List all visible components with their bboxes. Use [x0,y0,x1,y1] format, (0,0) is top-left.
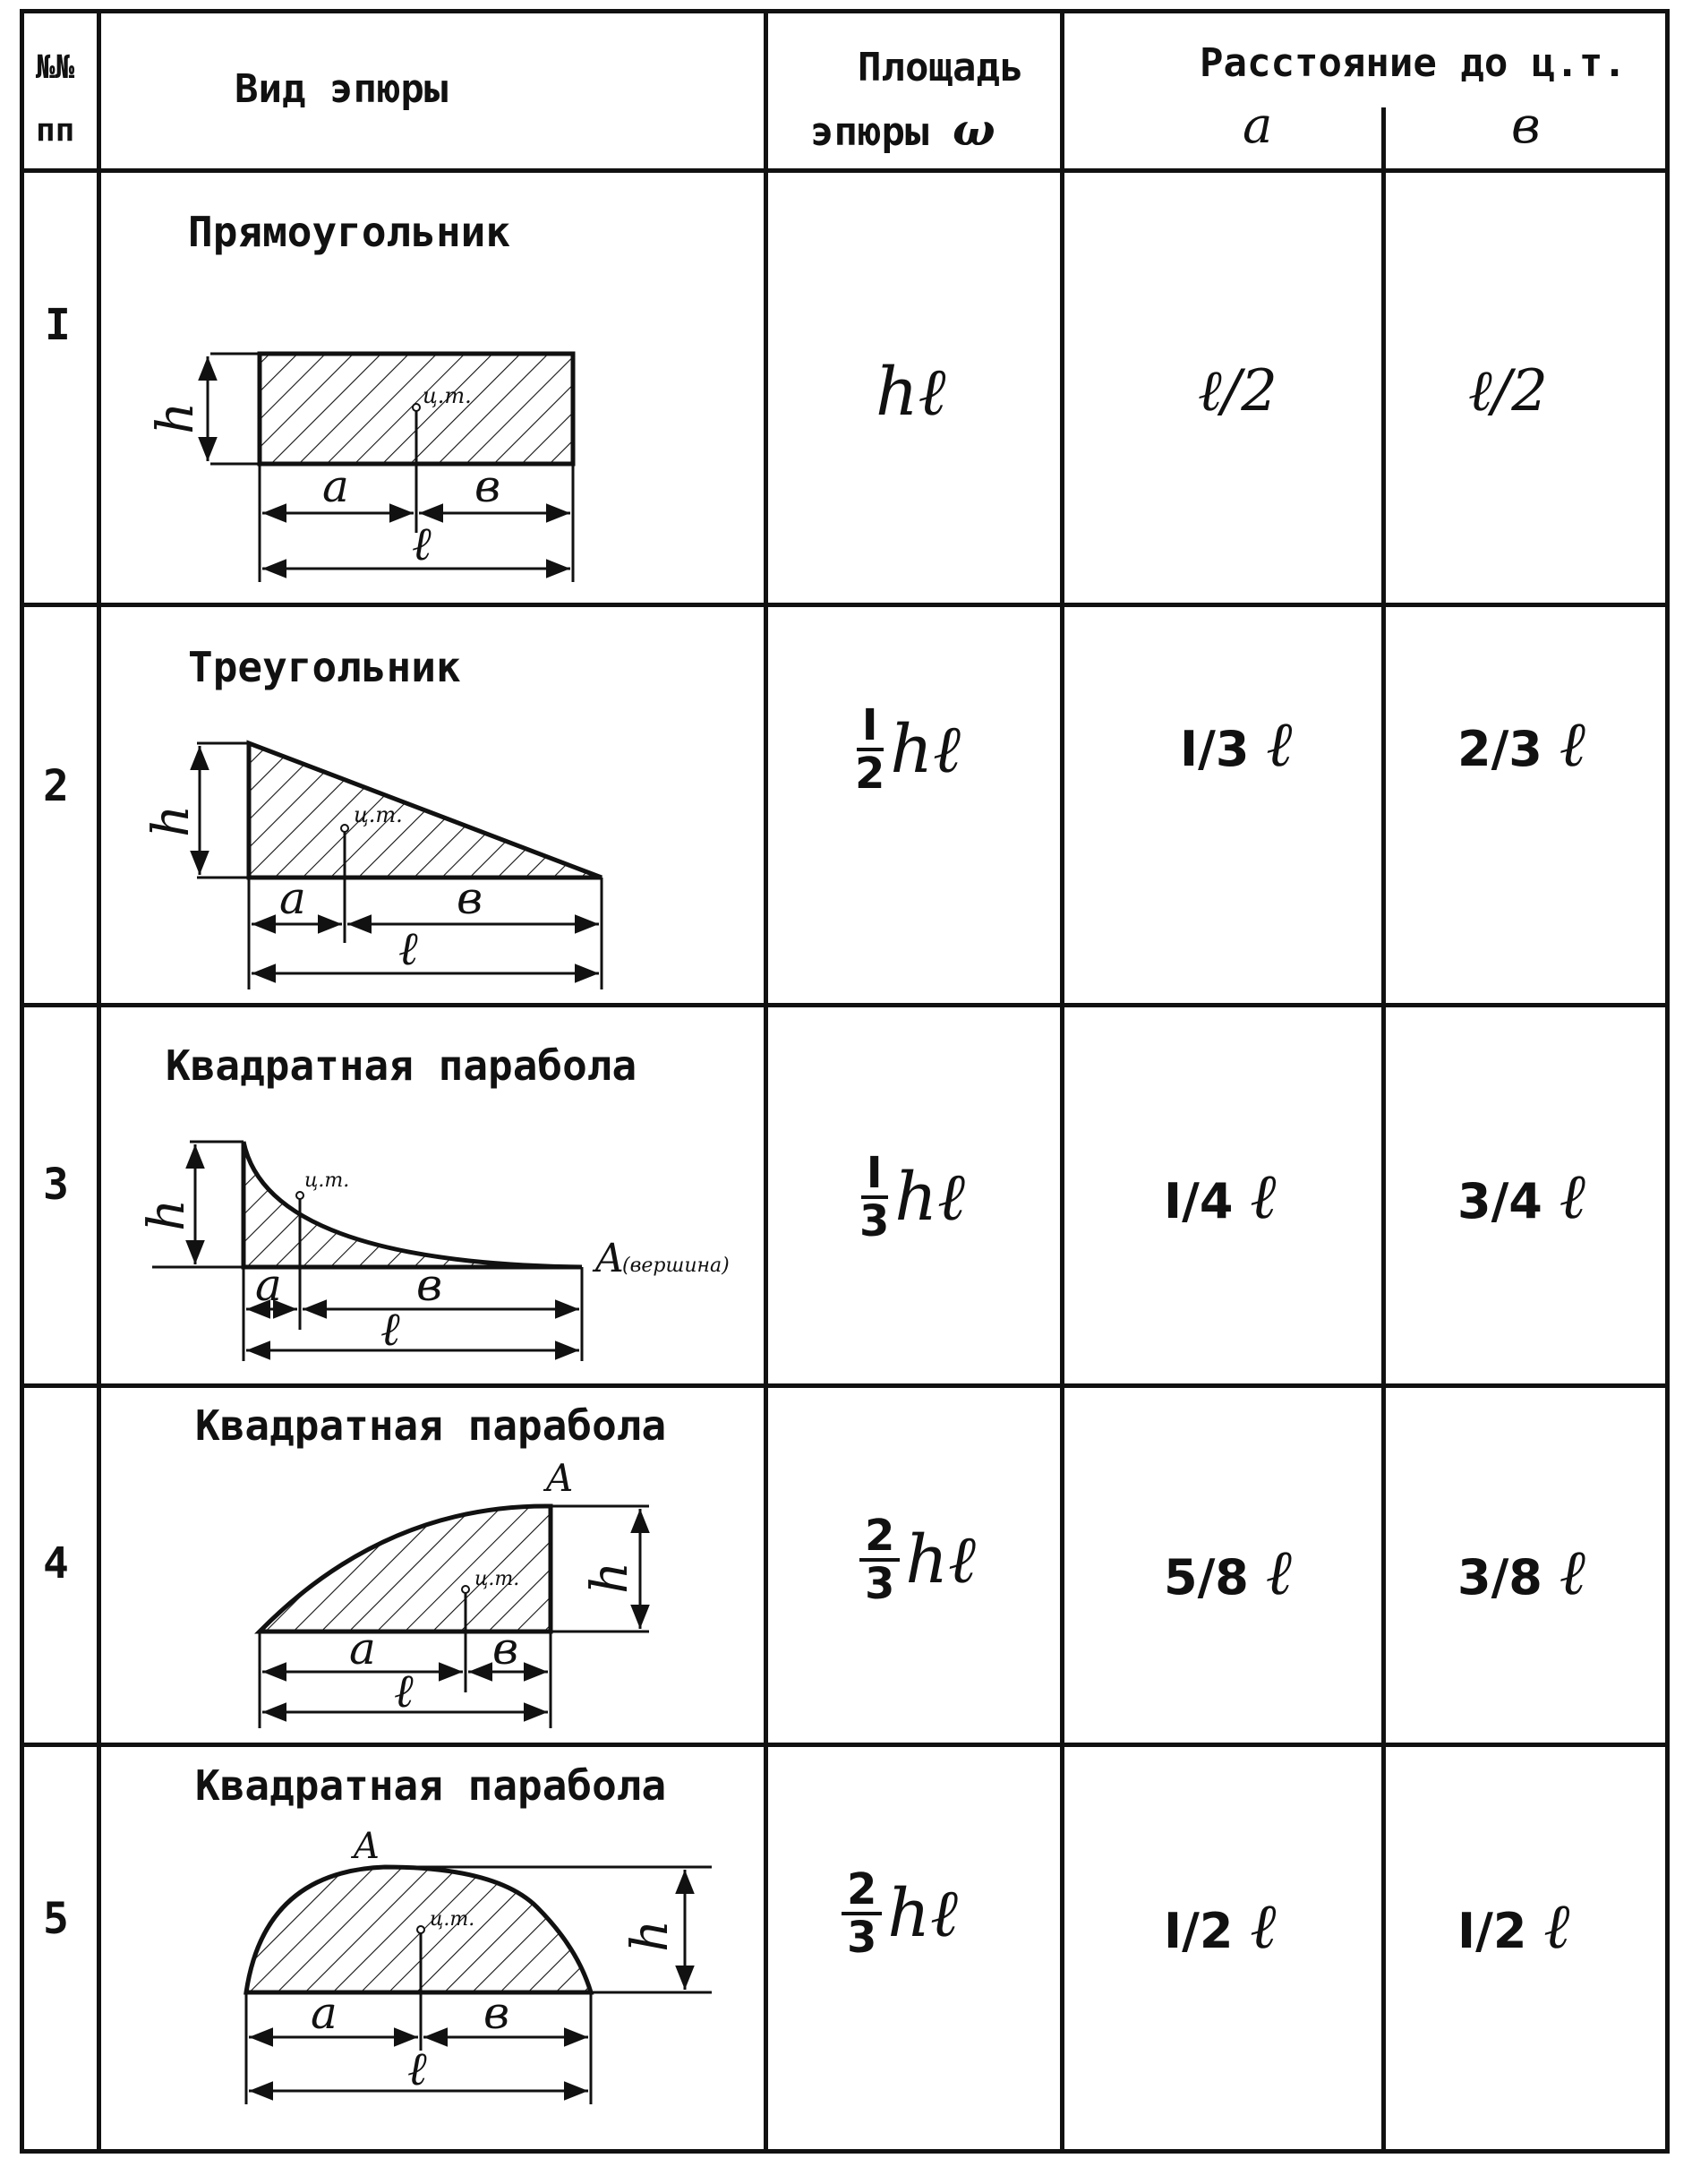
header-area-line1: Площадь [858,45,1024,90]
row-3-dist-a: I/4 ℓ [1164,1160,1277,1233]
row-1-name: Прямоугольник [188,208,511,256]
row-3-bottom-border [20,1383,1670,1388]
header-distance: Расстояние до ц.т. [1200,40,1627,86]
header-num-line1: №№ [36,49,75,86]
row-5-vertex-label: A [354,1826,380,1867]
row-4-vertex-label: A [546,1456,574,1500]
row-2-triangle-diagram [143,730,618,998]
header-dist-a: a [1243,97,1273,155]
row-3-l-label: ℓ [380,1303,400,1357]
table-top-border [20,9,1670,13]
row-1-b-label: в [474,460,501,512]
row-2-a-label: a [279,872,306,924]
row-3-name: Квадратная парабола [166,1041,637,1090]
row-4-a-label: a [349,1623,376,1674]
row-1-dist-a: ℓ/2 [1198,358,1278,424]
area-col-border [1060,9,1064,2154]
row-5-h-label: h [621,1919,679,1952]
row-5-cg-label: ц.т. [430,1908,475,1931]
row-1-bottom-border [20,603,1670,607]
row-1-number: I [45,300,71,350]
row-5-l-label: ℓ [407,2043,427,2096]
header-type: Вид эпюры [235,66,449,112]
row-2-cg-label: ц.т. [354,802,403,827]
row-3-h-label: h [138,1198,196,1231]
row-2-area: I 2 hℓ [855,700,961,800]
row-5-b-label: в [483,1987,510,2039]
header-bottom-border [20,168,1670,173]
row-1-cg-label: ц.т. [423,383,472,408]
row-4-h-label: h [581,1561,639,1594]
row-4-dist-a: 5/8 ℓ [1164,1536,1292,1609]
row-1-area: hℓ [876,354,946,431]
row-4-name: Квадратная парабола [195,1401,667,1450]
row-3-cg-label: ц.т. [304,1169,350,1192]
row-1-dist-b: ℓ/2 [1468,358,1548,424]
row-5-area: 2 3 hℓ [842,1867,958,1961]
row-5-dist-a: I/2 ℓ [1164,1889,1277,1963]
row-4-l-label: ℓ [394,1665,414,1718]
header-dist-b: в [1511,97,1541,155]
row-1-h-label: h [147,401,205,434]
type-col-border [764,9,768,2154]
row-4-cg-label: ц.т. [474,1568,520,1590]
row-3-number: 3 [43,1160,69,1210]
row-2-name: Треугольник [188,643,461,691]
row-4-b-label: в [492,1623,519,1674]
row-1-l-label: ℓ [412,518,432,571]
row-2-bottom-border [20,1003,1670,1007]
row-4-parabola-diagram [242,1456,689,1737]
row-2-l-label: ℓ [398,922,418,976]
header-num-line2: пп [36,112,75,149]
row-3-vertex-label: A [595,1236,624,1281]
table-left-border [20,9,24,2154]
row-2-b-label: в [457,872,483,924]
row-4-area: 2 3 hℓ [859,1513,976,1607]
row-3-parabola-diagram [134,1128,779,1370]
num-col-border [97,9,101,2154]
row-2-dist-a: I/3 ℓ [1180,707,1293,781]
row-2-number: 2 [43,761,69,811]
row-1-rectangle-diagram [143,340,609,591]
row-3-b-label: в [416,1259,443,1311]
row-5-a-label: a [311,1987,338,2039]
row-3-area: I 3 hℓ [859,1148,965,1247]
row-5-dist-b: I/2 ℓ [1457,1889,1570,1963]
row-1-a-label: a [322,460,349,512]
row-2-h-label: h [142,804,201,837]
row-3-vertex-note: (вершина) [622,1255,730,1277]
dist-ab-divider [1381,107,1386,2154]
row-3-a-label: a [255,1259,282,1311]
table-right-border [1665,9,1670,2154]
table-bottom-border [20,2149,1670,2154]
row-3-dist-b: 3/4 ℓ [1457,1160,1585,1233]
row-4-number: 4 [43,1538,69,1589]
row-5-number: 5 [43,1894,69,1944]
row-2-dist-b: 2/3 ℓ [1457,707,1585,781]
triangle-shape [249,743,602,878]
header-area-line2: эпюры ω [810,103,996,156]
row-5-name: Квадратная парабола [195,1761,667,1810]
row-5-parabola-diagram [228,1818,730,2113]
parabola-shape [244,1142,582,1267]
row-4-dist-b: 3/8 ℓ [1457,1536,1585,1609]
row-4-bottom-border [20,1743,1670,1747]
